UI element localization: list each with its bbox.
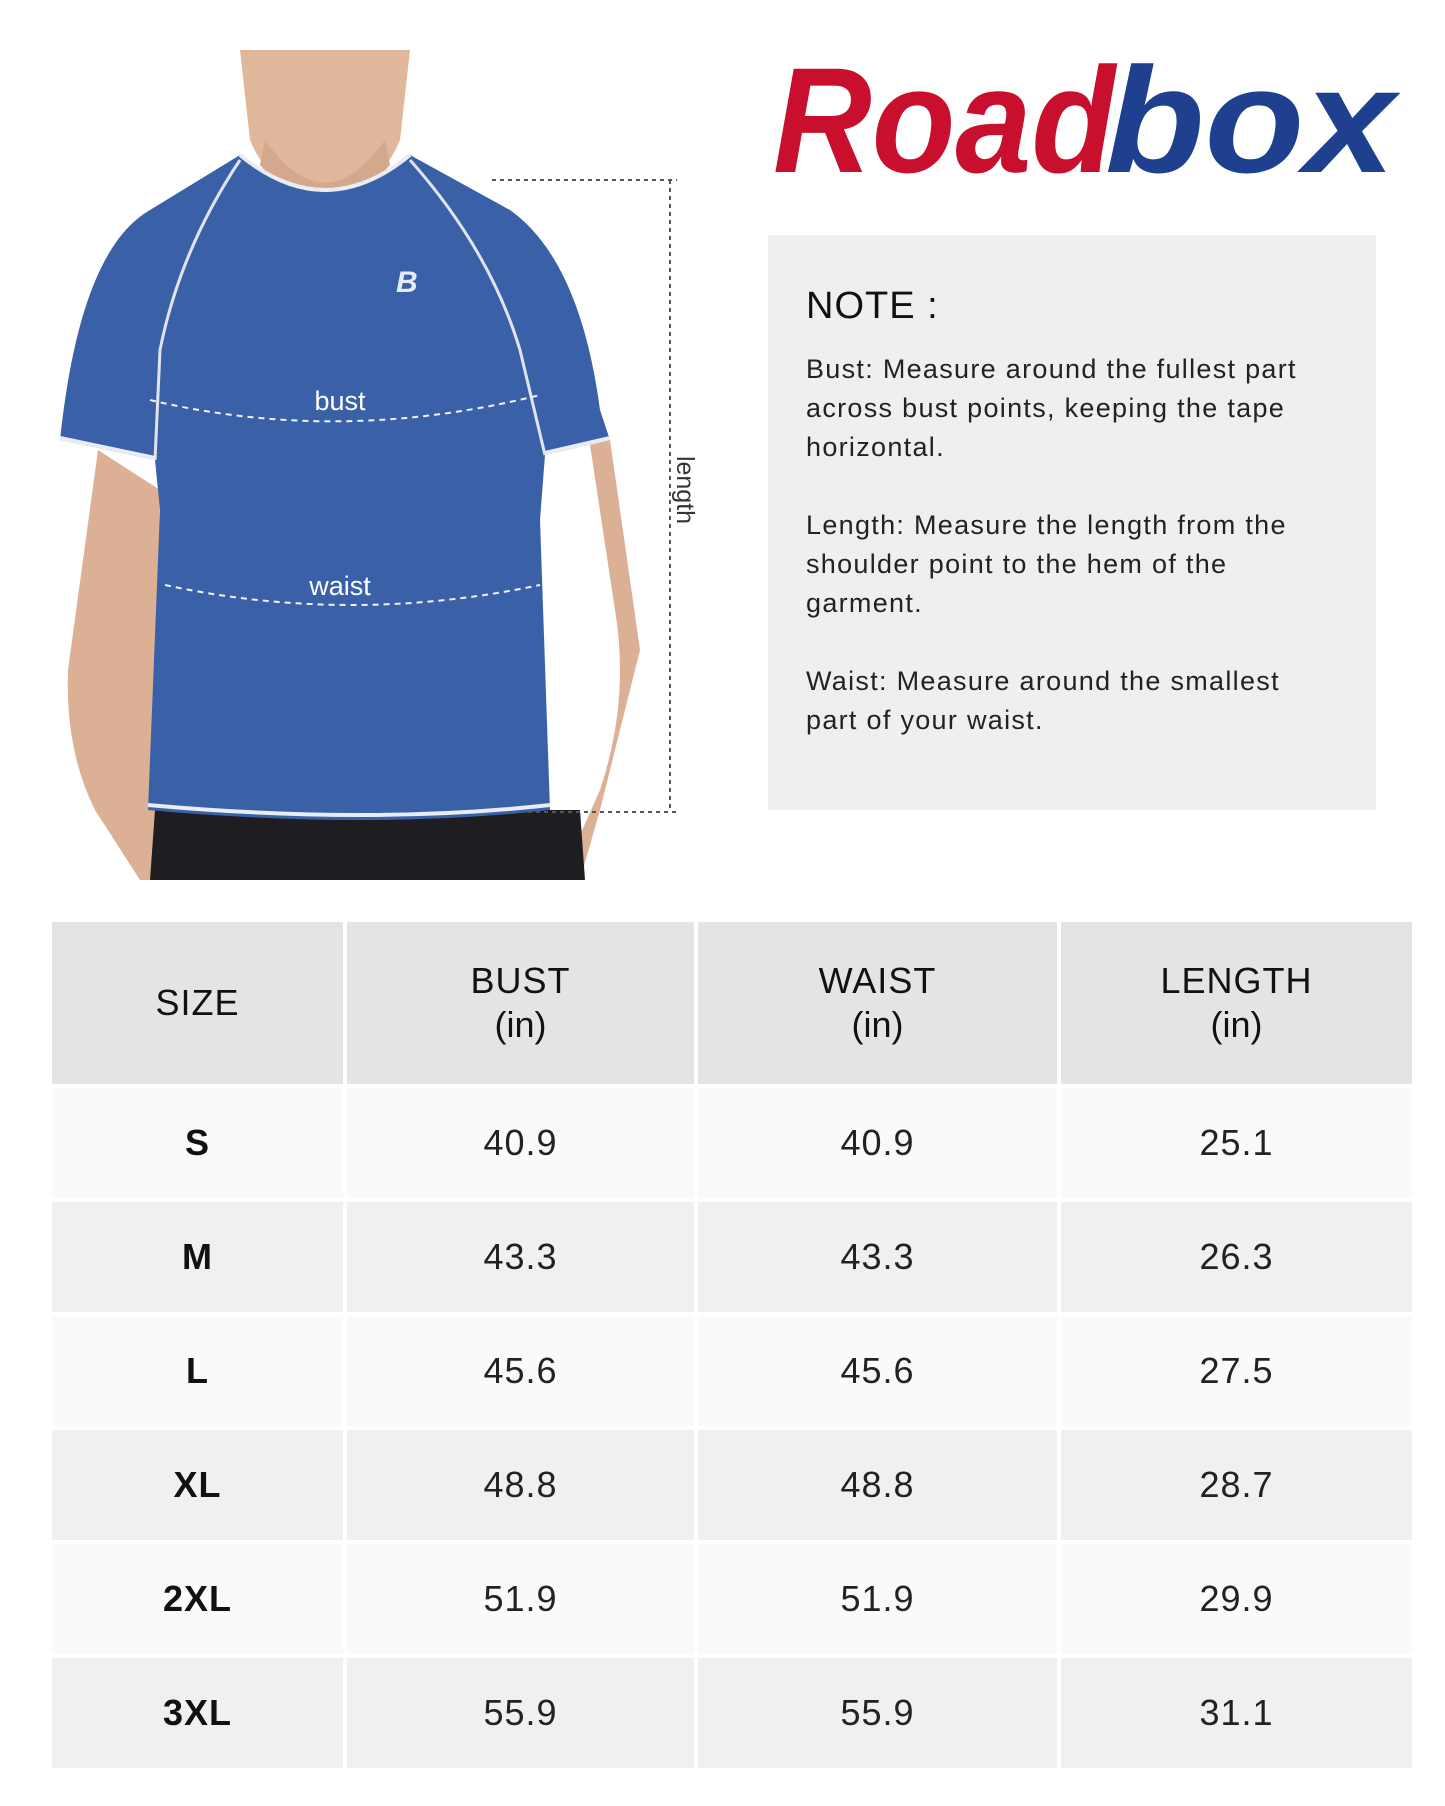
waist-cell: 55.9 <box>698 1658 1057 1768</box>
waist-cell: 48.8 <box>698 1430 1057 1540</box>
size-cell: 3XL <box>52 1658 343 1768</box>
header-size <box>52 922 343 1084</box>
note-title: NOTE : <box>806 285 939 327</box>
header-waist <box>698 922 1057 1084</box>
table-header-row <box>52 922 1412 1084</box>
size-cell: 2XL <box>52 1544 343 1654</box>
size-chart-table <box>48 918 1416 1772</box>
length-label: length <box>671 455 699 525</box>
brand-logo <box>765 50 1405 200</box>
size-cell: M <box>52 1202 343 1312</box>
header-length <box>1061 922 1412 1084</box>
length-cell: 27.5 <box>1061 1316 1412 1426</box>
note-line: part of your waist. <box>806 705 1044 735</box>
left-arm <box>68 450 160 880</box>
length-cell: 25.1 <box>1061 1088 1412 1198</box>
header-label: SIZE <box>155 982 240 1023</box>
bust-cell: 43.3 <box>347 1202 694 1312</box>
roadbox-logo <box>765 50 1405 200</box>
chest-logo-icon: B <box>396 266 418 299</box>
bust-cell: 55.9 <box>347 1658 694 1768</box>
note-line: across bust points, keeping the tape <box>806 393 1286 423</box>
table-row <box>52 1430 1412 1540</box>
model-shorts <box>150 810 585 880</box>
waist-cell: 40.9 <box>698 1088 1057 1198</box>
note-line: Waist: Measure around the smallest <box>806 666 1280 696</box>
note-waist <box>806 662 1346 740</box>
table-row <box>52 1316 1412 1426</box>
bust-cell: 45.6 <box>347 1316 694 1426</box>
header-unit: (in) <box>494 1004 547 1045</box>
header-unit: (in) <box>1210 1004 1263 1045</box>
note-line: horizontal. <box>806 432 945 462</box>
table-row <box>52 1088 1412 1198</box>
table-row <box>52 1544 1412 1654</box>
header-unit: (in) <box>851 1004 904 1045</box>
bust-cell: 51.9 <box>347 1544 694 1654</box>
waist-label: waist <box>309 571 371 601</box>
measurement-note <box>768 235 1376 810</box>
note-bust <box>806 350 1346 467</box>
bust-cell: 40.9 <box>347 1088 694 1198</box>
note-line: Bust: Measure around the fullest part <box>806 354 1297 384</box>
header-bust <box>347 922 694 1084</box>
length-cell: 31.1 <box>1061 1658 1412 1768</box>
shirt-illustration <box>40 50 720 880</box>
size-cell: L <box>52 1316 343 1426</box>
note-line: garment. <box>806 588 923 618</box>
size-cell: XL <box>52 1430 343 1540</box>
waist-cell: 43.3 <box>698 1202 1057 1312</box>
length-cell: 26.3 <box>1061 1202 1412 1312</box>
logo-text-box: box <box>1105 50 1402 200</box>
note-line: shoulder point to the hem of the <box>806 549 1228 579</box>
length-cell: 28.7 <box>1061 1430 1412 1540</box>
logo-text-road: Road <box>773 50 1119 200</box>
header-label: BUST <box>470 960 571 1001</box>
tshirt-model-graphic <box>40 50 720 880</box>
header-label: WAIST <box>818 960 937 1001</box>
bust-label: bust <box>314 386 366 416</box>
note-length <box>806 506 1346 623</box>
header-label: LENGTH <box>1160 960 1313 1001</box>
waist-cell: 45.6 <box>698 1316 1057 1426</box>
length-cell: 29.9 <box>1061 1544 1412 1654</box>
note-line: Length: Measure the length from the <box>806 510 1287 540</box>
table-row <box>52 1202 1412 1312</box>
bust-cell: 48.8 <box>347 1430 694 1540</box>
waist-cell: 51.9 <box>698 1544 1057 1654</box>
size-cell: S <box>52 1088 343 1198</box>
table-row <box>52 1658 1412 1768</box>
